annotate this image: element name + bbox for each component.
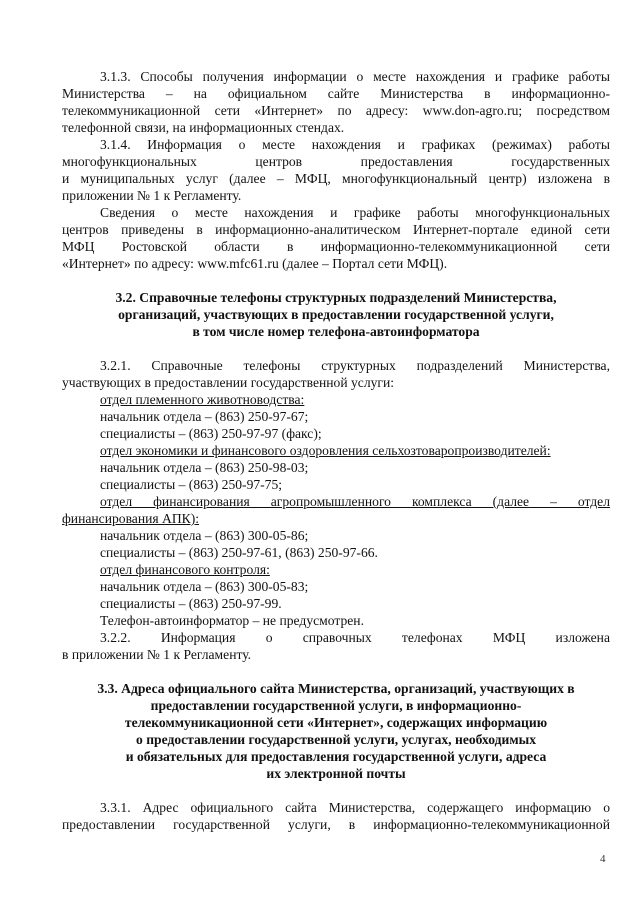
text-line: Телефон-автоинформатор – не предусмотрен. — [100, 613, 364, 628]
text-line: 3.2.1. Справочные телефоны структурных подразделений Министерства, — [100, 358, 610, 373]
department-heading: отдел финансирования агропромышленного комплекса (далее – отдел — [100, 494, 610, 509]
phone-line: начальник отдела – (863) 250-97-67; — [100, 409, 309, 424]
phone-line: специалисты – (863) 250-97-99. — [100, 596, 282, 611]
text-line: 3.3.1. Адрес официального сайта Министерства, содержащего информацию о — [100, 800, 610, 815]
text-line: центров приведены в информационно-аналитическом Интернет-портале единой сети — [62, 222, 610, 237]
phone-line: специалисты – (863) 250-97-97 (факс); — [100, 426, 322, 441]
phone-line: начальник отдела – (863) 300-05-83; — [100, 579, 309, 594]
text-line: в приложении № 1 к Регламенту. — [62, 647, 252, 662]
text-line: предоставлении государственной услуги, в информационно-телекоммуникационной — [62, 817, 610, 832]
section-heading: 3.3. Адреса официального сайта Министерства, организаций, участвующих в — [97, 681, 575, 696]
text-line: «Интернет» по адресу: www.mfc61.ru (далее – Портал сети МФЦ). — [62, 256, 448, 271]
text-line: 3.1.4. Информация о месте нахождения и графиках (режимах) работы — [100, 137, 610, 152]
phone-line: начальник отдела – (863) 250-98-03; — [100, 460, 309, 475]
department-heading: финансирования АПК): — [62, 511, 200, 526]
text-line: Сведения о месте нахождения и графике работы многофункциональных — [100, 205, 610, 220]
section-heading: и обязательных для предоставления государственной услуги, адреса — [125, 749, 547, 764]
text-line: телефонной связи, на информационных стендах. — [62, 120, 345, 135]
section-heading: в том числе номер телефона-автоинформатора — [192, 324, 480, 339]
section-heading: их электронной почты — [266, 766, 406, 781]
text-line: и муниципальных услуг (далее – МФЦ, многофункциональный центр) изложена в — [62, 171, 610, 186]
text-line: телекоммуникационной сети «Интернет» по адресу: www.don-agro.ru; посредством — [62, 103, 610, 118]
text-line: приложении № 1 к Регламенту. — [62, 188, 242, 203]
text-line: 3.2.2. Информация о справочных телефонах МФЦ изложена — [100, 630, 610, 645]
text-line: участвующих в предоставлении государственной услуги: — [62, 375, 395, 390]
text-line: МФЦ Ростовской области в информационно-телекоммуникационной сети — [62, 239, 610, 254]
section-heading: предоставлении государственной услуги, в информационно- — [150, 698, 522, 713]
page-number: 4 — [600, 853, 606, 865]
section-heading: телекоммуникационной сети «Интернет», содержащих информацию — [124, 715, 548, 730]
phone-line: специалисты – (863) 250-97-61, (863) 250-97-66. — [100, 545, 378, 560]
department-heading: отдел племенного животноводства: — [100, 392, 305, 407]
text-line: 3.1.3. Способы получения информации о месте нахождения и графике работы — [100, 69, 610, 84]
phone-line: начальник отдела – (863) 300-05-86; — [100, 528, 309, 543]
section-heading: организаций, участвующих в предоставлении государственной услуги, — [118, 307, 554, 322]
department-heading: отдел экономики и финансового оздоровления сельхозтоваропроизводителей: — [100, 443, 551, 458]
text-line: многофункциональных центров предоставления государственных — [62, 154, 610, 169]
section-heading: 3.2. Справочные телефоны структурных подразделений Министерства, — [115, 290, 557, 305]
department-heading: отдел финансового контроля: — [100, 562, 270, 577]
text-line: Министерства – на официальном сайте Министерства в информационно- — [62, 86, 610, 101]
phone-line: специалисты – (863) 250-97-75; — [100, 477, 283, 492]
section-heading: о предоставлении государственной услуги, услугах, необходимых — [136, 732, 536, 747]
